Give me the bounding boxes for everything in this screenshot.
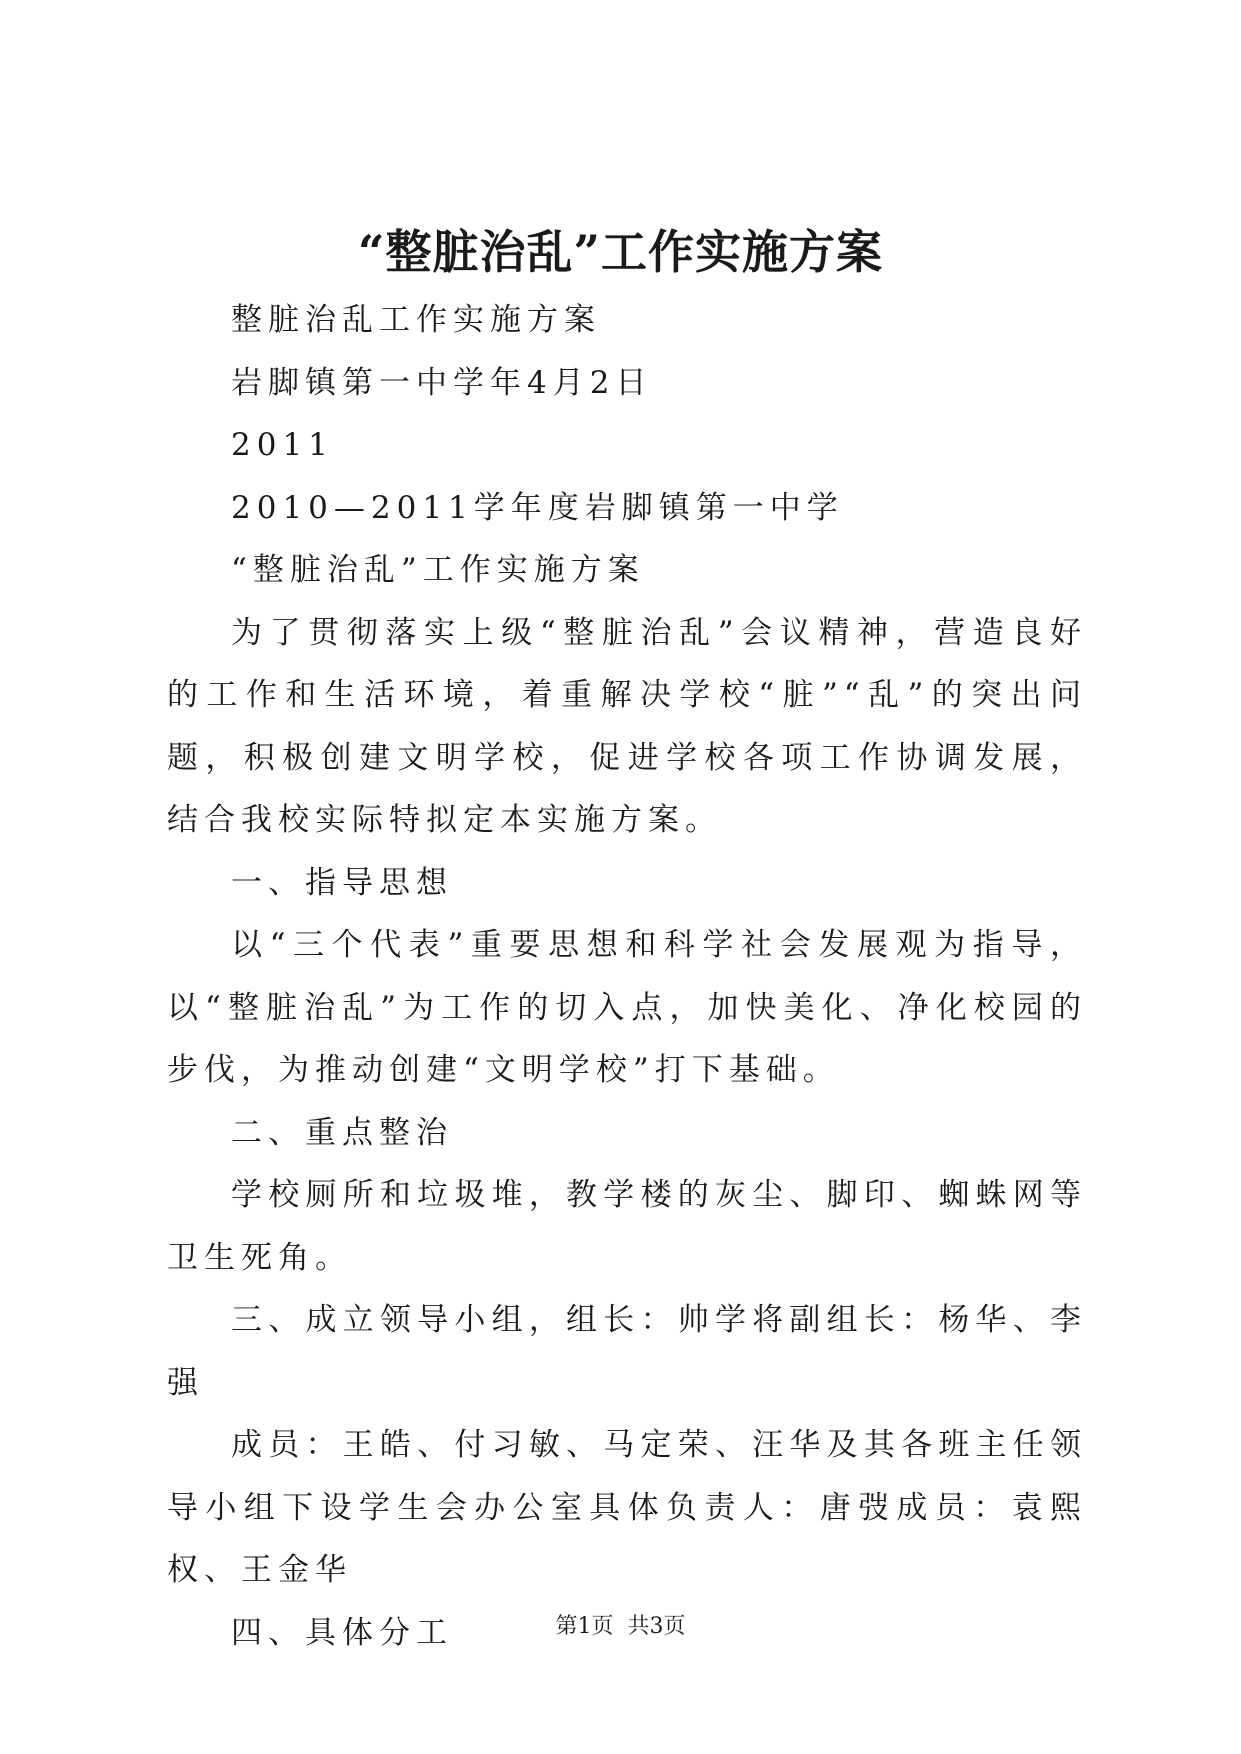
paragraph-school-year: 2010—2011学年度岩脚镇第一中学	[231, 489, 844, 526]
section-heading-key-rectification: 二、重点整治	[231, 1114, 453, 1151]
page-footer	[0, 1612, 1241, 1642]
page-number: 第1页	[555, 1614, 614, 1639]
paragraph-school-date: 岩脚镇第一中学年4月2日	[231, 364, 653, 401]
paragraph-members: 成员：王皓、付习敏、马定荣、汪华及其各班主任领导小组下设学生会办公室具体负责人：唐弢成员：袁熙权、王金华	[167, 1427, 1087, 1588]
paragraph-intro: 为了贯彻落实上级“整脏治乱”会议精神，营造良好的工作和生活环境，着重解决学校“脏”“乱”的突出问题，积极创建文明学校，促进学校各项工作协调发展，结合我校实际特拟定本实施方案。	[167, 614, 1087, 838]
paragraph-leadership-group: 三、成立领导小组，组长：帅学将副组长：杨华、李强	[167, 1302, 1087, 1401]
section-heading-guiding-ideology: 一、指导思想	[231, 864, 453, 901]
document-title: “整脏治乱”工作实施方案	[358, 225, 883, 279]
paragraph-key-rectification: 学校厕所和垃圾堆，教学楼的灰尘、脚印、蜘蛛网等卫生死角。	[167, 1177, 1087, 1276]
document-body	[167, 289, 1087, 1664]
paragraph-guiding-ideology: 以“三个代表”重要思想和科学社会发展观为指导，以“整脏治乱”为工作的切入点，加快美化、净化校园的步伐，为推动创建“文明学校”打下基础。	[167, 927, 1087, 1088]
paragraph-plan-name: “整脏治乱”工作实施方案	[231, 552, 645, 588]
page-total: 共3页	[627, 1614, 686, 1639]
paragraph-subtitle: 整脏治乱工作实施方案	[231, 302, 601, 338]
paragraph-year: 2011	[231, 427, 334, 463]
section-heading-division-of-work: 四、具体分工	[231, 1614, 453, 1651]
